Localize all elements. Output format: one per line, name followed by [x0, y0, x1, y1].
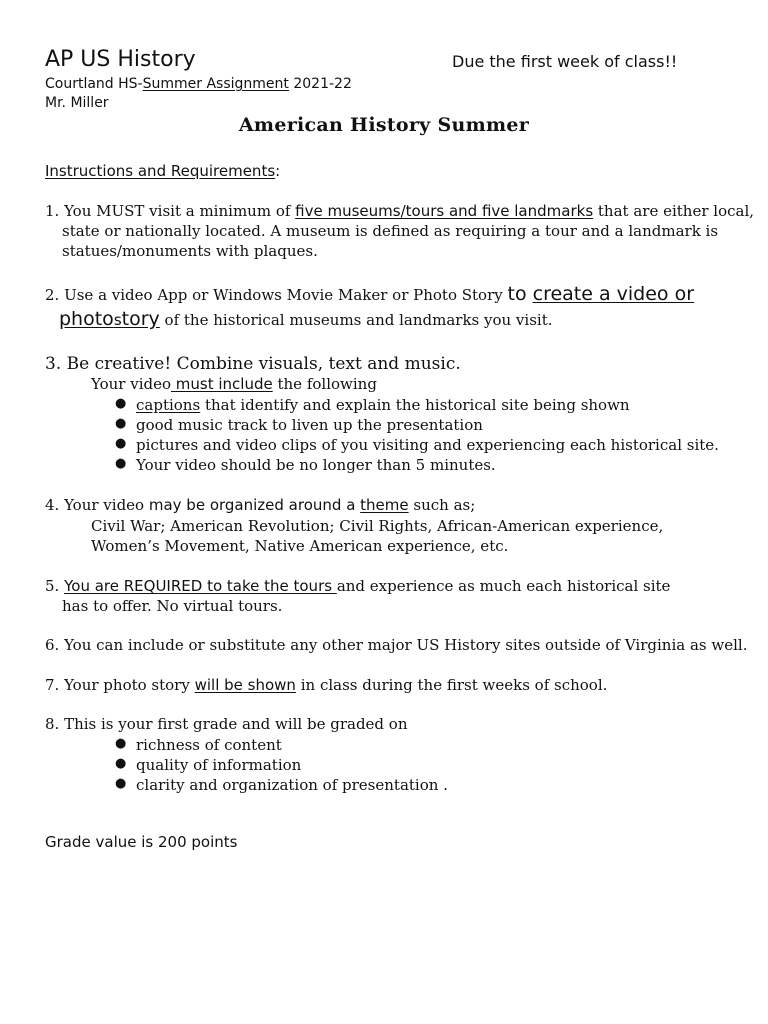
- instructions-heading: [45, 162, 280, 180]
- item-2-line-2: [59, 308, 553, 331]
- item-7-will-be-shown: will be shown: [194, 676, 296, 694]
- bullet-dot-icon: ●: [115, 416, 127, 431]
- school-year: 2021-22: [288, 76, 352, 92]
- bullet-dot-icon: ●: [115, 456, 127, 471]
- item-4-line-2: Civil War; American Revolution; Civil Rights, African-American experience,: [91, 517, 664, 535]
- item-6: 6. You can include or substitute any other major US History sites outside of Virginia as well.: [45, 636, 748, 654]
- course-title: AP US History: [45, 47, 196, 72]
- item-3-line-1: 3. Be creative! Combine visuals, text and music.: [45, 354, 461, 374]
- item-2-s: s: [113, 311, 122, 329]
- item-2-line-1: [45, 283, 694, 306]
- item-4-theme: theme: [360, 496, 409, 514]
- bullet-dot-icon: ●: [115, 396, 127, 411]
- item-8-line-1: 8. This is your first grade and will be graded on: [45, 715, 408, 733]
- bullet-dot-icon: ●: [115, 776, 127, 791]
- item-3-your-video: Your video: [91, 375, 172, 393]
- item-5-text-c: and experience as much each historical site: [336, 577, 671, 595]
- item-8-bullet: [115, 756, 302, 774]
- item-3-bullet: [115, 396, 630, 414]
- item-4-line-1: [45, 496, 475, 514]
- item-4-such-as: such as;: [408, 496, 476, 514]
- item-4-line-3: Women’s Movement, Native American experience, etc.: [91, 537, 509, 555]
- bullet-text: richness of content: [136, 736, 282, 754]
- school-prefix: Courtland HS-: [45, 76, 143, 92]
- summer-assignment-label: Summer Assignment: [142, 76, 289, 92]
- item-4-organized: may be organized around a: [148, 496, 361, 514]
- instructions-heading-text: Instructions and Requirements: [45, 162, 276, 180]
- item-5-line-2: has to offer. No virtual tours.: [62, 597, 283, 615]
- grade-value: Grade value is 200 points: [45, 833, 238, 851]
- bullet-text: quality of information: [136, 756, 302, 774]
- bullet-text: Your video should be no longer than 5 minutes.: [136, 456, 496, 474]
- item-2-tory: tory: [121, 308, 160, 330]
- item-1-line-3: statues/monuments with plaques.: [62, 242, 318, 260]
- bullet-text: that identify and explain the historical site being shown: [200, 396, 630, 414]
- teacher-name: Mr. Miller: [45, 95, 109, 111]
- item-5-number: 5.: [45, 577, 65, 595]
- item-3-must-include: must include: [171, 375, 273, 393]
- item-1-underlined: five museums/tours and five landmarks: [295, 202, 594, 220]
- instructions-heading-colon: :: [275, 162, 281, 180]
- bullet-dot-icon: ●: [115, 436, 127, 451]
- item-2-text-a: 2. Use a video App or Windows Movie Maker or Photo Story: [45, 286, 508, 304]
- item-3-line-2: [91, 375, 377, 393]
- item-5-line-1: [45, 577, 670, 595]
- item-2-to: to: [507, 283, 533, 305]
- bullet-dot-icon: ●: [115, 736, 127, 751]
- item-7-text-c: in class during the first weeks of school.: [295, 676, 608, 694]
- item-5-required: You are REQUIRED to take the tours: [64, 577, 337, 595]
- item-1-text-c: that are either local,: [593, 202, 755, 220]
- due-date: Due the first week of class!!: [452, 52, 678, 71]
- item-4-text-a: 4. Your video: [45, 496, 149, 514]
- school-line: [45, 76, 352, 93]
- item-7-text-a: 7. Your photo story: [45, 676, 195, 694]
- item-2-photo: photo: [59, 308, 114, 330]
- item-3-the-following: the following: [272, 375, 377, 393]
- item-8-bullet: [115, 776, 448, 794]
- item-3-bullet: [115, 436, 719, 454]
- item-1-text-a: 1. You MUST visit a minimum of: [45, 202, 296, 220]
- item-2-text-g: of the historical museums and landmarks you visit.: [159, 311, 553, 329]
- item-7: [45, 676, 607, 694]
- item-1-line-2: state or nationally located. A museum is defined as requiring a tour and a landmark is: [62, 222, 719, 240]
- document-title: American History Summer: [238, 114, 530, 136]
- item-3-bullet: [115, 456, 496, 474]
- bullet-underlined: captions: [136, 396, 201, 414]
- item-8-bullet: [115, 736, 282, 754]
- bullet-text: clarity and organization of presentation .: [136, 776, 448, 794]
- bullet-text: pictures and video clips of you visiting and experiencing each historical site.: [136, 436, 719, 454]
- item-2-create-video: create a video or: [532, 283, 695, 305]
- bullet-text: good music track to liven up the presentation: [136, 416, 483, 434]
- item-3-bullet: [115, 416, 483, 434]
- item-1-line-1: [45, 202, 754, 220]
- bullet-dot-icon: ●: [115, 756, 127, 771]
